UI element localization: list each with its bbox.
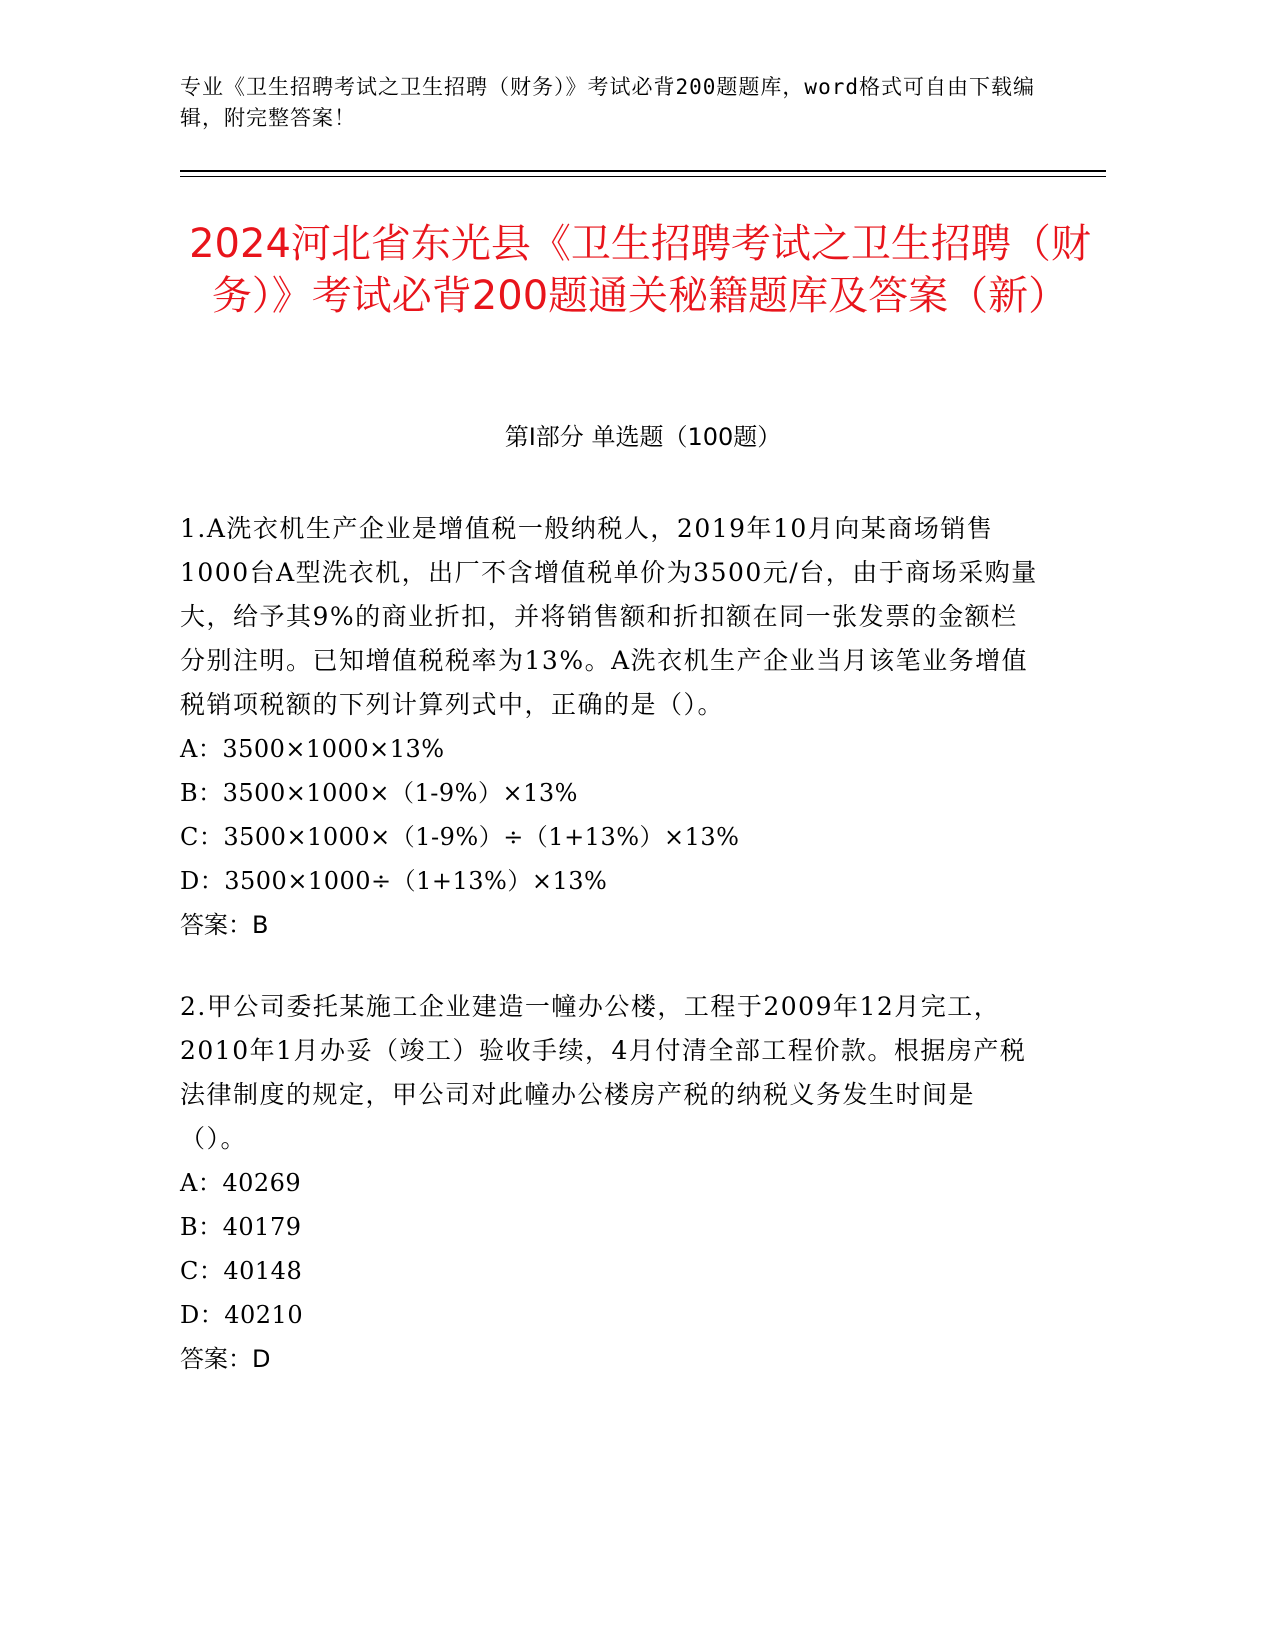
question-1 bbox=[180, 507, 1040, 947]
option-b: B：3500×1000×（1-9%）×13% bbox=[180, 779, 578, 807]
header-note: 专业《卫生招聘考试之卫生招聘（财务）》考试必背200题题库，word格式可自由下载编辑，附完整答案！ bbox=[180, 75, 1035, 130]
question-stem: 2.甲公司委托某施工企业建造一幢办公楼，工程于2009年12月完工，2010年1月办妥（竣工）验收手续，4月付清全部工程价款。根据房产税法律制度的规定，甲公司对此幢办公楼房产税的纳税义务发生时间是（）。 bbox=[180, 992, 1027, 1153]
header-divider-thick bbox=[180, 170, 1106, 172]
option-c: C：3500×1000×（1-9%）÷（1+13%）×13% bbox=[180, 823, 740, 851]
option-a: A：40269 bbox=[180, 1169, 302, 1197]
option-d: D：3500×1000÷（1+13%）×13% bbox=[180, 867, 608, 895]
answer-line: 答案：B bbox=[180, 911, 269, 939]
question-stem: 1.A洗衣机生产企业是增值税一般纳税人，2019年10月向某商场销售1000台A型洗衣机，出厂不含增值税单价为3500元/台，由于商场采购量大，给予其9%的商业折扣，并将销售额和折扣额在同一张发票的金额栏分别注明。已知增值税税率为13%。A洗衣机生产企业当月该笔业务增值税销项税额的下列计算列式中，正确的是（）。 bbox=[180, 514, 1038, 719]
option-a: A：3500×1000×13% bbox=[180, 735, 445, 763]
option-b: B：40179 bbox=[180, 1213, 302, 1241]
section-heading: 第Ⅰ部分 单选题（100题） bbox=[504, 423, 782, 451]
question-2 bbox=[180, 985, 1040, 1381]
option-c: C：40148 bbox=[180, 1257, 303, 1285]
option-d: D：40210 bbox=[180, 1301, 304, 1329]
answer-line: 答案：D bbox=[180, 1345, 271, 1373]
header-divider-thin bbox=[180, 176, 1106, 177]
document-title: 2024河北省东光县《卫生招聘考试之卫生招聘（财务）》考试必背200题通关秘籍题库及答案（新） bbox=[189, 221, 1091, 319]
